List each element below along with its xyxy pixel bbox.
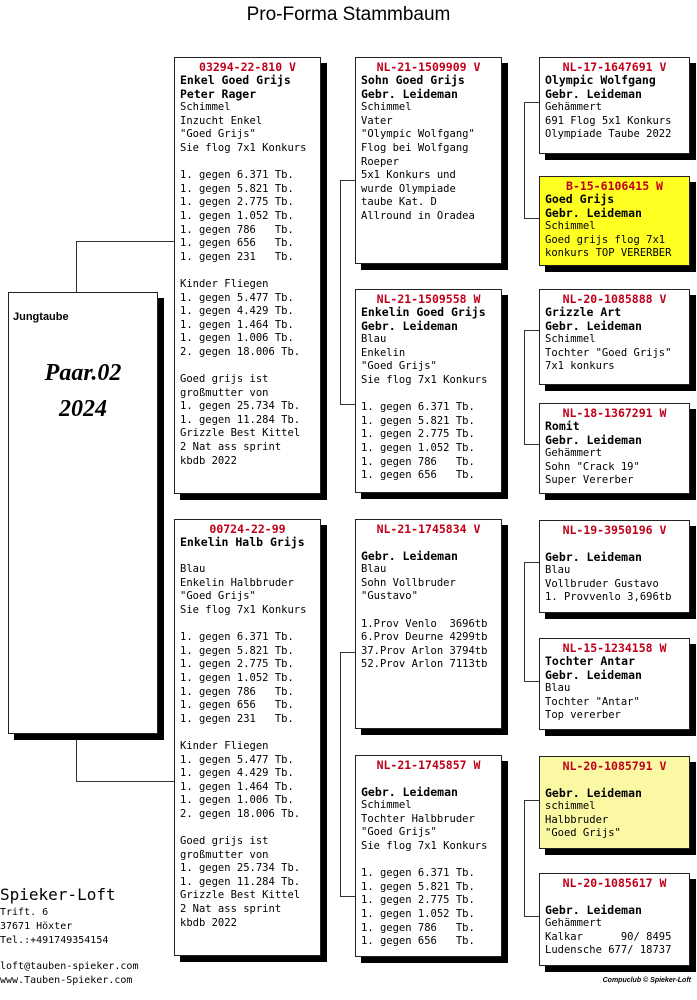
ring-number: NL-21-1509558 W	[376, 292, 481, 306]
detail-line: Olympiade Taube 2022	[545, 128, 672, 141]
detail-line: 1. gegen 4.429 Tb.	[180, 305, 294, 318]
detail-line: 1. gegen 1.052 Tb.	[180, 209, 294, 222]
detail-line: 1. gegen 25.734 Tb.	[180, 400, 301, 413]
detail-line: Super Vererber	[545, 474, 634, 487]
ring-number: NL-15-1234158 W	[562, 641, 667, 655]
detail-line: 1. gegen 5.821 Tb.	[180, 182, 294, 195]
detail-line	[361, 604, 496, 618]
detail-line: Blau	[545, 682, 571, 695]
detail-line: Kinder Fliegen	[180, 277, 269, 290]
connector-line	[340, 896, 355, 897]
bird-name: Enkelin Halb Grijs	[180, 535, 305, 549]
detail-line	[180, 618, 315, 632]
detail-line: schimmel	[545, 800, 596, 813]
software-credit: Compuclub © Spieker-Loft	[602, 977, 691, 984]
connector-line	[340, 180, 341, 405]
breeder-name: Peter Rager	[180, 86, 257, 101]
pedigree-box-mff	[539, 520, 690, 613]
detail-line: 1. gegen 5.821 Tb.	[361, 880, 475, 893]
connector-line	[524, 562, 525, 681]
connector-line	[340, 652, 341, 897]
bird-details	[361, 101, 496, 223]
detail-line: "Goed Grijs"	[180, 590, 256, 603]
detail-line: 1. Provvenlo 3,696tb	[545, 591, 672, 604]
connector-line	[524, 330, 525, 444]
connector-line	[524, 681, 539, 682]
connector-line	[76, 241, 77, 292]
detail-line: Schimmel	[180, 101, 231, 114]
bird-name	[545, 773, 684, 787]
detail-line: 1. gegen 786 Tb.	[361, 455, 475, 468]
ring-number: NL-21-1745857 W	[376, 758, 481, 772]
owner-website[interactable]: www.Tauben-Spieker.com	[0, 975, 133, 986]
detail-line: Ludensche 677/ 18737	[545, 944, 672, 957]
connector-line	[340, 404, 355, 405]
detail-line: Schimmel	[545, 333, 596, 346]
detail-line: 1. gegen 786 Tb.	[180, 685, 294, 698]
pedigree-box-mother	[174, 519, 321, 956]
detail-line: 1. gegen 6.371 Tb.	[361, 401, 475, 414]
connector-line	[524, 102, 539, 103]
breeder-name: Gebr. Leideman	[545, 785, 642, 800]
detail-line: Blau	[361, 333, 387, 346]
ring-number: NL-18-1367291 W	[562, 406, 667, 420]
connector-line	[340, 652, 355, 653]
detail-line: 1. gegen 231 Tb.	[180, 712, 294, 725]
bird-name	[545, 537, 684, 551]
detail-line: 1. gegen 5.477 Tb.	[180, 753, 294, 766]
pedigree-box-fff	[539, 57, 690, 154]
detail-line: 1. gegen 656 Tb.	[180, 699, 294, 712]
detail-line: 6.Prov Deurne 4299tb	[361, 631, 488, 644]
detail-line: "Gustavo"	[361, 590, 418, 603]
pair-title	[9, 355, 157, 427]
breeder-name: Gebr. Leideman	[545, 549, 642, 564]
ring-number: 00724-22-99	[209, 522, 286, 536]
owner-email[interactable]: loft@tauben-spieker.com	[0, 961, 139, 972]
owner-street: Trift. 6	[0, 907, 49, 918]
bird-name	[545, 890, 684, 904]
connector-line	[524, 800, 539, 801]
ring-number: NL-19-3950196 V	[562, 523, 667, 537]
pedigree-box-ff	[355, 57, 502, 264]
detail-line: "Goed Grijs"	[361, 360, 437, 373]
young-label: Jungtaube	[13, 311, 69, 323]
detail-line: 1. gegen 656 Tb.	[180, 237, 294, 250]
pedigree-box-mmm	[539, 873, 690, 966]
detail-line: Roeper	[361, 155, 399, 168]
detail-line: Sie flog 7x1 Konkurs	[361, 839, 488, 852]
detail-line: taube Kat. D	[361, 196, 437, 209]
young-bird-box	[8, 292, 158, 734]
detail-line: konkurs TOP VERERBER	[545, 247, 672, 260]
pedigree-box-mmf	[539, 756, 690, 849]
pedigree-box-fmf	[539, 289, 690, 385]
detail-line: Allround in Oradea	[361, 209, 475, 222]
detail-line: 1. gegen 1.006 Tb.	[180, 794, 294, 807]
detail-line: 52.Prov Arlon 7113tb	[361, 658, 488, 671]
detail-line: Sohn "Crack 19"	[545, 460, 640, 473]
pedigree-box-mf	[355, 519, 502, 729]
detail-line: "Olympic Wolfgang"	[361, 128, 475, 141]
detail-line: wurde Olympiade	[361, 182, 456, 195]
page-title: Pro-Forma Stammbaum	[246, 4, 451, 25]
detail-line: Vater	[361, 114, 393, 127]
breeder-name: Gebr. Leideman	[545, 432, 642, 447]
breeder-name: Gebr. Leideman	[361, 318, 458, 333]
detail-line: "Goed Grijs"	[361, 826, 437, 839]
detail-line: 1. gegen 5.477 Tb.	[180, 291, 294, 304]
connector-line	[76, 740, 77, 782]
bird-details	[545, 447, 684, 488]
bird-name: Enkel Goed Grijs	[180, 73, 291, 87]
detail-line: 1. gegen 231 Tb.	[180, 250, 294, 263]
connector-line	[524, 218, 539, 219]
connector-line	[76, 241, 174, 242]
detail-line: 1. gegen 1.464 Tb.	[180, 780, 294, 793]
detail-line: Gehämmert	[545, 917, 602, 930]
detail-line	[180, 550, 315, 564]
bird-name	[361, 772, 496, 786]
detail-line: Gehämmert	[545, 101, 602, 114]
detail-line: kbdb 2022	[180, 916, 237, 929]
detail-line: 691 Flog 5x1 Konkurs	[545, 114, 672, 127]
ring-number: NL-17-1647691 V	[562, 60, 667, 74]
detail-line: 2 Nat ass sprint	[180, 441, 282, 454]
bird-name: Romit	[545, 419, 580, 433]
detail-line: Blau	[180, 563, 206, 576]
detail-line: 1. gegen 25.734 Tb.	[180, 862, 301, 875]
detail-line: Vollbruder Gustavo	[545, 577, 659, 590]
bird-name: Enkelin Goed Grijs	[361, 305, 486, 319]
detail-line: 1. gegen 4.429 Tb.	[180, 767, 294, 780]
breeder-name: Gebr. Leideman	[545, 205, 642, 220]
detail-line: 1. gegen 786 Tb.	[180, 223, 294, 236]
detail-line: 1. gegen 656 Tb.	[361, 469, 475, 482]
pair-year: 2024	[59, 396, 107, 422]
connector-line	[524, 562, 539, 563]
ring-number: NL-20-1085617 W	[562, 876, 667, 890]
detail-line: 37.Prov Arlon 3794tb	[361, 644, 488, 657]
detail-line: 1. gegen 1.052 Tb.	[180, 671, 294, 684]
detail-line: 2. gegen 18.006 Tb.	[180, 345, 301, 358]
bird-details	[361, 563, 496, 672]
bird-details	[545, 564, 684, 605]
detail-line	[361, 854, 496, 868]
detail-line: 1. gegen 2.775 Tb.	[180, 658, 294, 671]
detail-line: Top vererber	[545, 709, 621, 722]
detail-line: 1. gegen 5.821 Tb.	[361, 414, 475, 427]
detail-line: Enkelin	[361, 346, 406, 359]
bird-details	[545, 800, 684, 841]
breeder-name: Gebr. Leideman	[545, 902, 642, 917]
bird-details	[361, 799, 496, 949]
bird-name: Olympic Wolfgang	[545, 73, 656, 87]
bird-name: Grizzle Art	[545, 305, 622, 319]
connector-line	[524, 102, 525, 218]
detail-line: 1. gegen 5.821 Tb.	[180, 644, 294, 657]
detail-line: Goed grijs ist	[180, 373, 269, 386]
pedigree-box-fm	[355, 289, 502, 493]
detail-line: 1. gegen 6.371 Tb.	[180, 169, 294, 182]
detail-line: Schimmel	[361, 101, 412, 114]
detail-line: Tochter "Goed Grijs"	[545, 346, 672, 359]
ring-number: NL-21-1509909 V	[376, 60, 481, 74]
detail-line: Grizzle Best Kittel	[180, 889, 301, 902]
detail-line: Sie flog 7x1 Konkurs	[361, 373, 488, 386]
detail-line	[180, 359, 315, 373]
detail-line: Grizzle Best Kittel	[180, 427, 301, 440]
detail-line: Gehämmert	[545, 447, 602, 460]
detail-line	[361, 388, 496, 402]
detail-line: Sie flog 7x1 Konkurs	[180, 603, 307, 616]
detail-line: Sie flog 7x1 Konkurs	[180, 141, 307, 154]
detail-line	[180, 726, 315, 740]
detail-line: 2. gegen 18.006 Tb.	[180, 807, 301, 820]
bird-details	[180, 550, 315, 931]
connector-line	[76, 781, 174, 782]
detail-line: Blau	[545, 564, 571, 577]
bird-details	[545, 333, 684, 374]
ring-number: NL-20-1085888 V	[562, 292, 667, 306]
pair-number: Paar.02	[44, 360, 122, 386]
detail-line: 1. gegen 2.775 Tb.	[361, 428, 475, 441]
detail-line: 1. gegen 11.284 Tb.	[180, 875, 301, 888]
bird-details	[545, 220, 684, 261]
pedigree-box-father	[174, 57, 321, 494]
detail-line: Enkelin Halbbruder	[180, 576, 294, 589]
owner-name: Spieker-Loft	[0, 885, 116, 904]
detail-line: 1.Prov Venlo 3696tb	[361, 617, 488, 630]
detail-line: Tochter "Antar"	[545, 695, 640, 708]
bird-name: Goed Grijs	[545, 192, 615, 206]
pedigree-box-mfm	[539, 638, 690, 730]
ring-number: B-15-6106415 W	[566, 179, 663, 193]
detail-line: 1. gegen 786 Tb.	[361, 921, 475, 934]
detail-line: "Goed Grijs"	[180, 128, 256, 141]
connector-line	[340, 180, 355, 181]
detail-line: "Goed Grijs"	[545, 827, 621, 840]
detail-line: 5x1 Konkurs und	[361, 169, 456, 182]
breeder-name: Gebr. Leideman	[361, 86, 458, 101]
detail-line	[180, 156, 315, 170]
breeder-name: Gebr. Leideman	[545, 86, 642, 101]
detail-line: Goed grijs ist	[180, 835, 269, 848]
detail-line	[180, 821, 315, 835]
detail-line: 1. gegen 6.371 Tb.	[180, 631, 294, 644]
detail-line: 1. gegen 656 Tb.	[361, 935, 475, 948]
detail-line: 2 Nat ass sprint	[180, 903, 282, 916]
ring-number: NL-20-1085791 V	[562, 759, 667, 773]
bird-details	[545, 917, 684, 958]
detail-line: großmutter von	[180, 848, 269, 861]
detail-line: Schimmel	[545, 220, 596, 233]
detail-line: 7x1 konkurs	[545, 360, 615, 373]
breeder-name: Gebr. Leideman	[361, 548, 458, 563]
detail-line: Kinder Fliegen	[180, 739, 269, 752]
detail-line: Goed grijs flog 7x1	[545, 233, 666, 246]
detail-line: Flog bei Wolfgang	[361, 141, 469, 154]
ring-number: NL-21-1745834 V	[376, 522, 481, 536]
detail-line: Tochter Halbbruder	[361, 812, 475, 825]
detail-line: Sohn Vollbruder	[361, 576, 456, 589]
owner-info	[0, 884, 138, 988]
ring-number: 03294-22-810 V	[199, 60, 296, 74]
detail-line: 1. gegen 1.006 Tb.	[180, 332, 294, 345]
detail-line: 1. gegen 2.775 Tb.	[180, 196, 294, 209]
breeder-name: Gebr. Leideman	[545, 667, 642, 682]
connector-line	[524, 800, 525, 916]
breeder-name: Gebr. Leideman	[545, 318, 642, 333]
bird-name: Sohn Goed Grijs	[361, 73, 465, 87]
detail-line: Schimmel	[361, 799, 412, 812]
detail-line: 1. gegen 11.284 Tb.	[180, 413, 301, 426]
detail-line: 1. gegen 1.052 Tb.	[361, 441, 475, 454]
bird-name	[361, 536, 496, 550]
pedigree-box-ffm	[539, 176, 690, 266]
detail-line: 1. gegen 1.464 Tb.	[180, 318, 294, 331]
owner-phone: Tel.:+491749354154	[0, 935, 109, 946]
bird-details	[180, 101, 315, 468]
bird-name: Tochter Antar	[545, 654, 636, 668]
detail-line: 1. gegen 1.052 Tb.	[361, 907, 475, 920]
detail-line: Kalkar 90/ 8495	[545, 930, 672, 943]
connector-line	[524, 444, 539, 445]
owner-city: 37671 Höxter	[0, 921, 73, 932]
detail-line	[180, 264, 315, 278]
connector-line	[524, 330, 539, 331]
breeder-name: Gebr. Leideman	[361, 784, 458, 799]
bird-details	[545, 682, 684, 723]
detail-line: Halbbruder	[545, 813, 609, 826]
detail-line: Blau	[361, 563, 387, 576]
bird-details	[361, 333, 496, 483]
bird-details	[545, 101, 684, 142]
detail-line: Inzucht Enkel	[180, 114, 263, 127]
detail-line: 1. gegen 2.775 Tb.	[361, 894, 475, 907]
detail-line: 1. gegen 6.371 Tb.	[361, 867, 475, 880]
detail-line: kbdb 2022	[180, 454, 237, 467]
connector-line	[524, 916, 539, 917]
pedigree-box-fmm	[539, 403, 690, 494]
pedigree-box-mm	[355, 755, 502, 957]
detail-line: großmutter von	[180, 386, 269, 399]
